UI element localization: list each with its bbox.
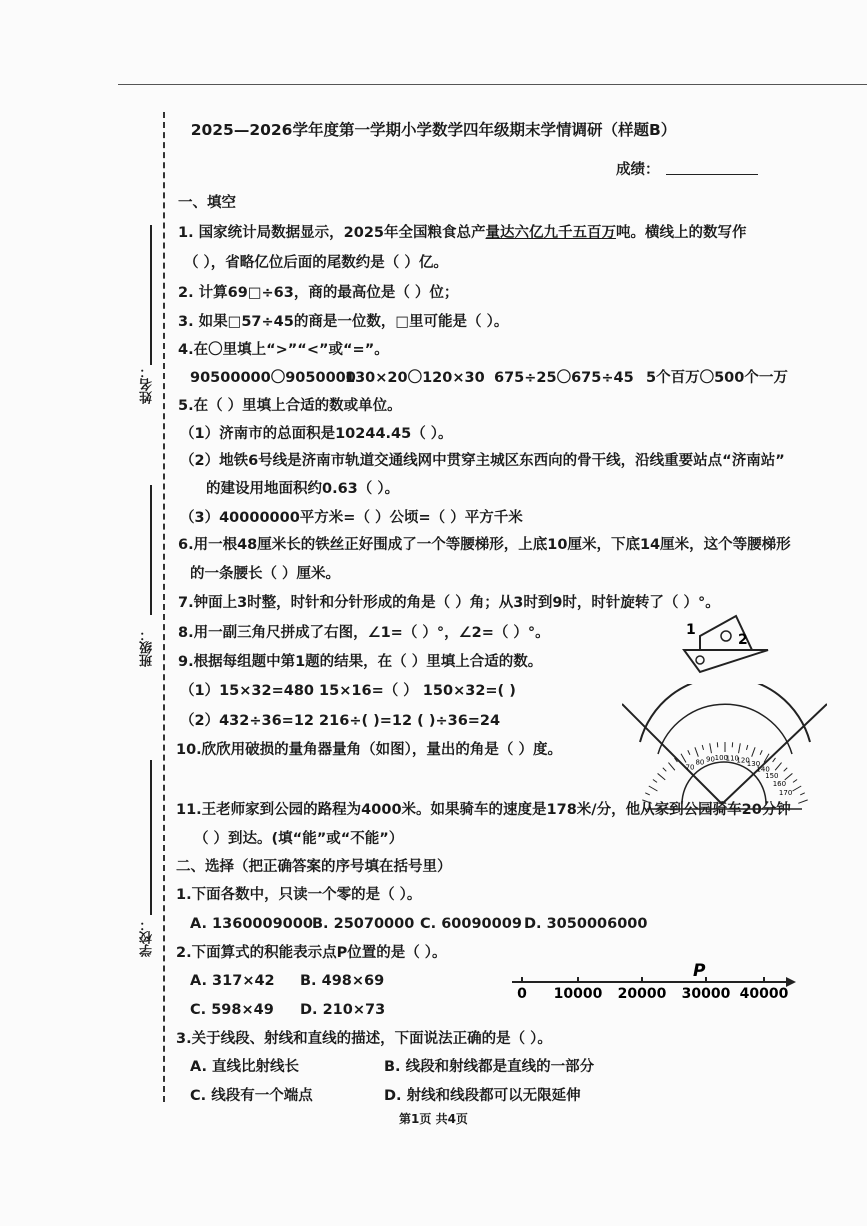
q4: 4.在〇里填上“>”“<”或“=”。 (178, 342, 389, 358)
q10: 10.欣欣用破损的量角器量角（如图），量出的角是（ ）度。 (176, 742, 562, 758)
protractor-tick (695, 747, 698, 756)
protractor-label: 150 (765, 771, 779, 780)
protractor-tick (760, 750, 762, 755)
protractor-label: 110 (725, 754, 740, 763)
protractor-tick (702, 745, 703, 750)
score-blank[interactable] (666, 174, 758, 175)
class-blank (150, 485, 152, 615)
q9-1: （1）15×32=480 15×16=（ ） 150×32=( ) (180, 683, 516, 699)
protractor-tick (642, 800, 651, 803)
point-p-label: P (693, 962, 706, 981)
q5-3: （3）40000000平方米=（ ）公顷=（ ）平方千米 (180, 510, 523, 526)
protractor-tick (800, 793, 805, 795)
protractor-labels (686, 754, 793, 797)
protractor-figure (622, 684, 827, 824)
protractor-tick (658, 773, 666, 779)
q1-line-b: （ ），省略亿位后面的尾数约是（ ）亿。 (184, 255, 448, 271)
q8: 8.用一副三角尺拼成了右图，∠1=（ ）°，∠2=（ ）°。 (178, 625, 550, 641)
option: A. 317×42 (190, 973, 275, 989)
top-rule (118, 84, 867, 85)
s2-q2: 2.下面算式的积能表示点P位置的是（ ）。 (176, 945, 447, 961)
q1-text-post: 吨。横线上的数写作 (616, 225, 747, 241)
score-label: 成绩： (616, 162, 660, 178)
option: A. 1360009000 (190, 916, 313, 932)
option: D. 射线和线段都可以无限延伸 (384, 1088, 581, 1104)
q4-item: 130×20〇120×30 (345, 370, 485, 386)
option: D. 210×73 (300, 1002, 386, 1018)
q11a: 11.王老师家到公园的路程为4000米。如果骑车的速度是178米/分，他从家到公园骑车20分钟 (176, 802, 791, 818)
name-label: 姓名： (140, 365, 155, 404)
protractor-tick (785, 773, 793, 779)
name-blank (150, 225, 152, 365)
q9: 9.根据每组题中第1题的结果，在（ ）里填上合适的数。 (178, 654, 543, 670)
protractor-tick (793, 786, 802, 791)
protractor-tick (746, 745, 747, 750)
protractor-tick (775, 763, 781, 771)
q4-item: 675÷25〇675÷45 (494, 370, 634, 386)
s2-q1: 1.下面各数中，只读一个零的是（ ）。 (176, 887, 422, 903)
protractor-tick (668, 763, 674, 771)
section2-heading: 二、选择（把正确答案的序号填在括号里） (176, 859, 452, 875)
number-line-tick-label: 0 (517, 986, 527, 1002)
option: B. 498×69 (300, 973, 385, 989)
q3: 3. 如果□57÷45的商是一位数，□里可能是（ ）。 (178, 314, 509, 330)
protractor-tick (739, 743, 741, 753)
q5-2b: 的建设用地面积约0.63（ ）。 (206, 481, 400, 497)
option: D. 3050006000 (524, 916, 648, 932)
triangle-ruler-figure (676, 614, 771, 676)
option: B. 线段和射线都是直线的一部分 (384, 1059, 595, 1075)
q5: 5.在（ ）里填上合适的数或单位。 (178, 398, 402, 414)
option: C. 线段有一个端点 (190, 1088, 313, 1104)
section1-heading: 一、填空 (178, 195, 236, 211)
class-label: 班级： (140, 628, 155, 667)
q5-2a: （2）地铁6号线是济南市轨道交通线网中贯穿主城区东西向的骨干线，沿线重要站点“济南站” (180, 453, 785, 469)
angle-2-label: 2 (738, 632, 748, 648)
q6b: 的一条腰长（ ）厘米。 (190, 566, 341, 582)
protractor-tick (752, 747, 755, 756)
page-footer: 第1页 共4页 (399, 1112, 468, 1126)
protractor-center-arc (682, 762, 766, 804)
protractor-label: 160 (772, 779, 787, 788)
number-line-tick-label: 40000 (739, 986, 789, 1002)
angle-1-label: 1 (686, 622, 696, 638)
q5-1: （1）济南市的总面积是10244.45（ ）。 (180, 426, 453, 442)
protractor-label: 130 (746, 760, 761, 769)
number-line-tick-label: 20000 (617, 986, 667, 1002)
protractor-label: 100 (714, 754, 729, 763)
protractor-tick (645, 793, 650, 795)
protractor-label: 170 (778, 789, 793, 797)
protractor-label: 120 (736, 756, 750, 765)
q1-line-a (178, 224, 747, 242)
protractor-tick (663, 768, 667, 772)
protractor-label: 80 (695, 758, 705, 767)
q6a: 6.用一根48厘米长的铁丝正好围成了一个等腰梯形，上底10厘米，下底14厘米，这个等腰梯形 (178, 537, 791, 553)
q9-2: （2）432÷36=12 216÷( )=12 ( )÷36=24 (180, 713, 501, 729)
protractor-tick (681, 754, 686, 763)
q7: 7.钟面上3时整，时针和分针形成的角是（ ）角；从3时到9时，时针旋转了（ ）°。 (178, 595, 720, 611)
q4-item: 5个百万〇500个一万 (646, 370, 788, 386)
protractor-tick (784, 768, 788, 772)
protractor-label: 70 (685, 763, 695, 772)
exam-title: 2025—2026学年度第一学期小学数学四年级期末学情调研（样题B） (190, 121, 677, 139)
protractor-tick (773, 758, 776, 762)
protractor-label: 140 (756, 765, 770, 774)
protractor-tick (653, 780, 657, 783)
option: A. 直线比射线长 (190, 1059, 300, 1075)
ruler-hole (696, 656, 704, 664)
protractor-label: 90 (705, 755, 715, 764)
q4-item: 90500000〇9050000 (190, 370, 356, 386)
option: B. 25070000 (312, 916, 415, 932)
number-line-tick-label: 10000 (553, 986, 603, 1002)
q2: 2. 计算69□÷63，商的最高位是（ ）位； (178, 285, 459, 301)
protractor-tick (688, 750, 690, 755)
protractor-tick (649, 786, 658, 791)
ruler-hole (721, 631, 731, 641)
s2-q3: 3.关于线段、射线和直线的描述，下面说法正确的是（ ）。 (176, 1031, 552, 1047)
q11b: （ ）到达。(填“能”或“不能”） (194, 831, 404, 847)
q1-text-pre: 1. 国家统计局数据显示，2025年全国粮食总产 (178, 225, 486, 241)
binding-line (163, 112, 165, 1102)
q1-underlined: 量达六亿九千五百万 (485, 225, 617, 241)
protractor-tick (798, 800, 807, 803)
protractor-tick (710, 743, 712, 753)
number-line-tick-label: 30000 (681, 986, 731, 1002)
angle-ray (622, 704, 722, 804)
protractor-tick (793, 780, 797, 783)
school-blank (150, 760, 152, 915)
number-line-ticks (517, 977, 788, 1002)
school-label: 学校： (140, 918, 155, 957)
number-line-figure (508, 962, 796, 1002)
option: C. 60090009 (420, 916, 522, 932)
option: C. 598×49 (190, 1002, 274, 1018)
protractor-outer-arc (640, 684, 810, 742)
